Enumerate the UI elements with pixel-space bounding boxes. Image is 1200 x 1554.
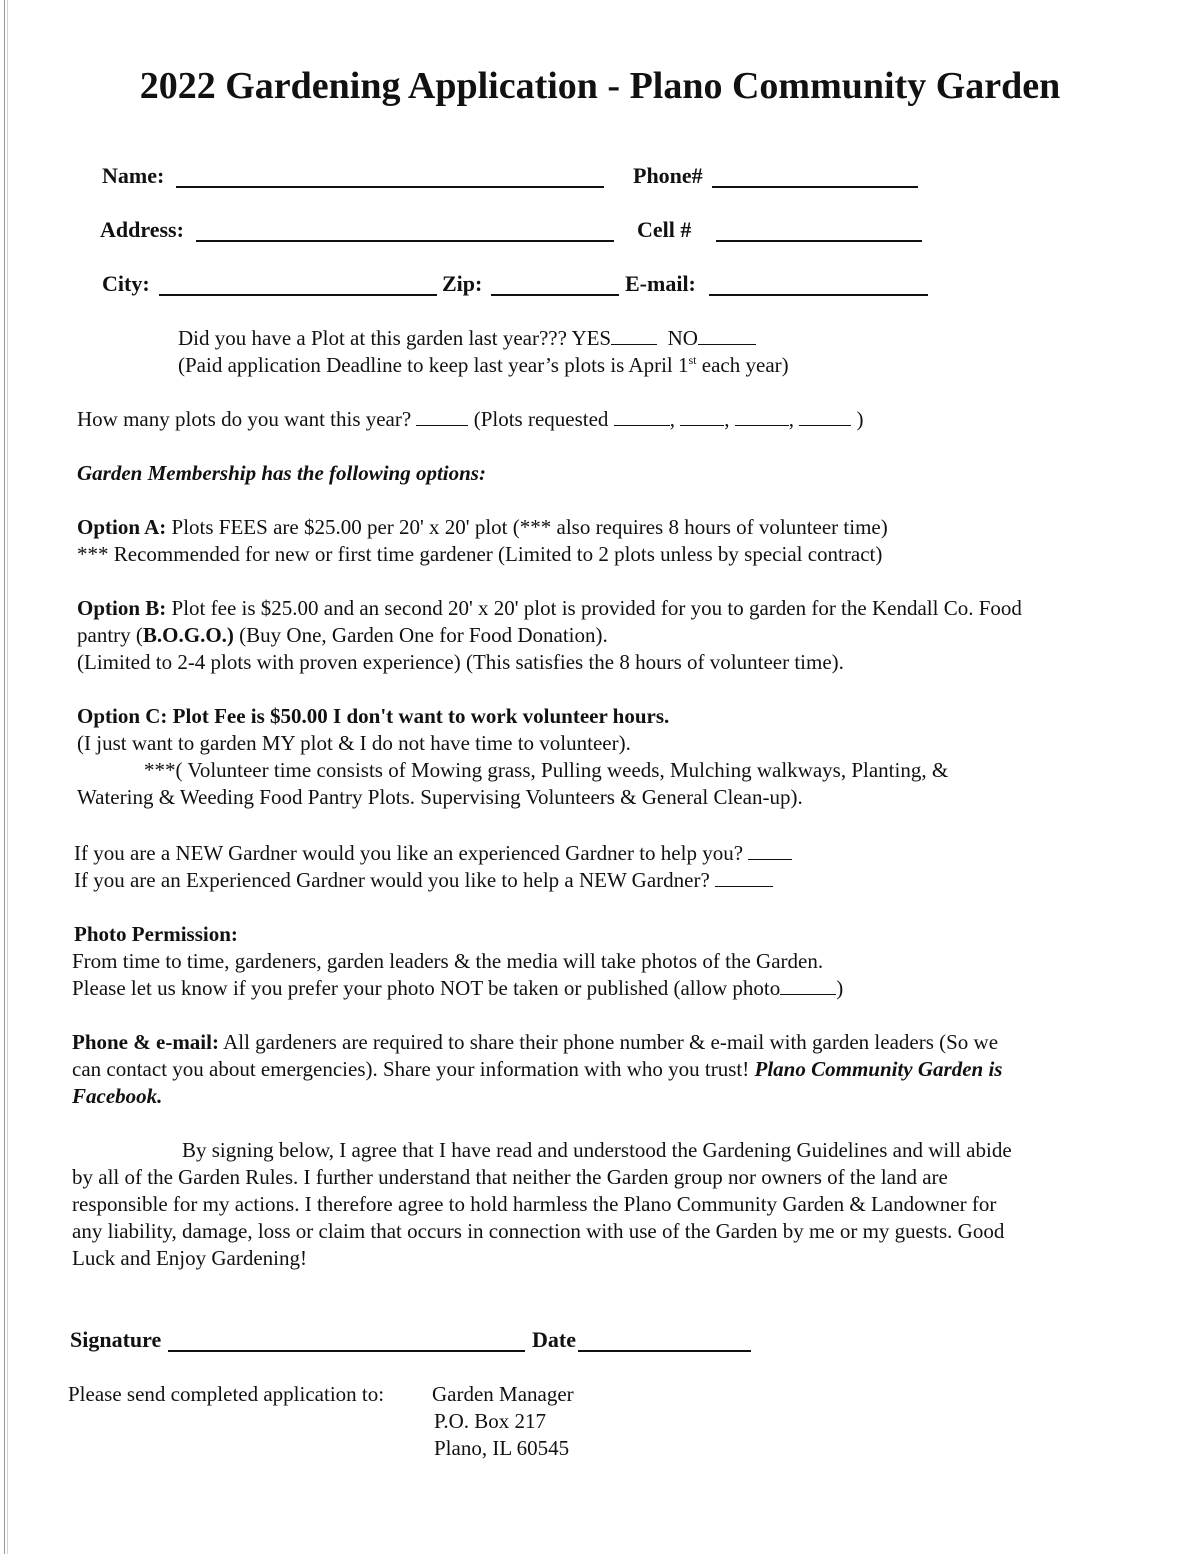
mailing-city: Plano, IL 60545 <box>434 1436 570 1460</box>
phone-email-text2: can contact you about emergencies). Share your information with who you trust! <box>72 1057 755 1081</box>
photo-line2 <box>72 975 843 1002</box>
membership-heading: Garden Membership has the following options: <box>77 461 486 485</box>
agreement-line3: responsible for my actions. I therefore agree to hold harmless the Plano Community Garden & Landowner for <box>72 1192 997 1216</box>
mailing-pobox: P.O. Box 217 <box>434 1409 547 1433</box>
plot-number-blank[interactable] <box>680 407 724 426</box>
zip-label: Zip: <box>442 271 483 296</box>
facebook-note-end: Facebook. <box>72 1084 163 1108</box>
option-a <box>77 514 888 541</box>
option-b-label: Option B: <box>77 596 167 620</box>
scan-edge-shadow <box>7 0 8 1554</box>
no-label: NO <box>667 326 698 350</box>
facebook-note: Plano Community Garden is <box>754 1057 1003 1081</box>
plots-count-blank[interactable] <box>416 407 468 426</box>
phone-field[interactable] <box>712 186 918 188</box>
photo-line2-text: Please let us know if you prefer your photo NOT be taken or published (allow photo <box>72 976 781 1000</box>
option-a-text: Plots FEES are $25.00 per 20' x 20' plot (*** also requires 8 hours of volunteer time) <box>166 515 888 539</box>
signature-label: Signature <box>70 1327 162 1352</box>
photo-close: ) <box>836 976 844 1000</box>
option-b-bogo-desc: (Buy One, Garden One for Food Donation). <box>233 623 608 647</box>
option-b-line3: (Limited to 2-4 plots with proven experience) (This satisfies the 8 hours of volunteer time). <box>77 650 844 674</box>
mentor-experienced-blank[interactable] <box>715 868 773 887</box>
city-field[interactable] <box>159 294 437 296</box>
option-a-note: *** Recommended for new or first time gardener (Limited to 2 plots unless by special contract) <box>77 542 883 566</box>
option-c-heading: Option C: Plot Fee is $50.00 I don't want to work volunteer hours. <box>77 704 670 728</box>
agreement-line4: any liability, damage, loss or claim that occurs in connection with use of the Garden by me or my guests. Good <box>72 1219 1005 1243</box>
photo-heading: Photo Permission: <box>74 922 238 946</box>
agreement-line5: Luck and Enjoy Gardening! <box>72 1246 308 1270</box>
plots-count-row: How many plots do you want this year? (Plots requested , , , ) <box>77 407 864 431</box>
phone-label: Phone# <box>633 163 703 188</box>
allow-photo-blank[interactable] <box>780 976 836 995</box>
bogo-label: B.O.G.O.) <box>142 623 234 647</box>
phone-email-text: All gardeners are required to share their phone number & e-mail with garden leaders (So we <box>218 1030 999 1054</box>
plot-number-blank[interactable] <box>799 407 851 426</box>
date-label: Date <box>532 1327 576 1352</box>
plots-requested-label: (Plots requested <box>473 407 609 431</box>
deadline-text-end: each year) <box>696 353 789 377</box>
yes-label: YES <box>571 326 612 350</box>
phone-email-line1 <box>72 1029 998 1056</box>
mentor-experienced-text: If you are an Experienced Gardner would you like to help a NEW Gardner? <box>74 868 710 892</box>
name-label: Name: <box>102 163 165 188</box>
yes-blank[interactable] <box>611 326 657 345</box>
option-b-pantry: pantry ( <box>77 623 143 647</box>
mentor-new-blank[interactable] <box>748 841 792 860</box>
option-c-line2: (I just want to garden MY plot & I do not have time to volunteer). <box>77 731 631 755</box>
option-a-label: Option A: <box>77 515 167 539</box>
option-b-text: Plot fee is $25.00 and an second 20' x 20' plot is provided for you to garden for the Kendall Co. Food <box>166 596 1022 620</box>
plots-requested-close: ) <box>856 407 864 431</box>
option-c-line3: ***( Volunteer time consists of Mowing grass, Pulling weeds, Mulching walkways, Planting, & <box>144 758 949 782</box>
agreement-line2: by all of the Garden Rules. I further understand that neither the Garden group nor owners of the land are <box>72 1165 948 1189</box>
option-c-line4: Watering & Weeding Food Pantry Plots. Supervising Volunteers & General Clean-up). <box>77 785 803 809</box>
email-label: E-mail: <box>625 271 696 296</box>
cell-label: Cell # <box>637 217 692 242</box>
phone-email-line2 <box>72 1056 1002 1083</box>
option-b <box>77 595 1022 622</box>
mentor-experienced-question <box>74 867 773 894</box>
scan-edge <box>4 0 5 1554</box>
zip-field[interactable] <box>491 294 619 296</box>
plot-number-blank[interactable] <box>735 407 789 426</box>
city-label: City: <box>102 271 150 296</box>
option-b-line2 <box>77 622 608 649</box>
deadline-note <box>178 352 789 379</box>
plot-number-blank[interactable] <box>614 407 670 426</box>
mailing-name: Garden Manager <box>432 1382 574 1406</box>
address-label: Address: <box>100 217 184 242</box>
photo-line1: From time to time, gardeners, garden leaders & the media will take photos of the Garden. <box>72 949 824 973</box>
mailing-intro: Please send completed application to: <box>68 1382 385 1406</box>
date-field[interactable] <box>578 1350 751 1352</box>
phone-email-label: Phone & e-mail: <box>72 1030 219 1054</box>
cell-field[interactable] <box>716 240 922 242</box>
plots-count-question: How many plots do you want this year? <box>77 407 412 431</box>
deadline-text: (Paid application Deadline to keep last year’s plots is April 1 <box>178 353 689 377</box>
address-field[interactable] <box>196 240 614 242</box>
plot-last-year-question <box>178 325 756 352</box>
signature-field[interactable] <box>168 1350 525 1352</box>
email-field[interactable] <box>709 294 928 296</box>
mentor-new-text: If you are a NEW Gardner would you like an experienced Gardner to help you? <box>74 841 744 865</box>
deadline-sup: st <box>688 353 697 367</box>
plot-question-text: Did you have a Plot at this garden last year??? <box>178 326 567 350</box>
page-title: 2022 Gardening Application - Plano Community Garden <box>139 65 1061 107</box>
no-blank[interactable] <box>698 326 756 345</box>
name-field[interactable] <box>176 186 604 188</box>
mentor-new-question <box>74 840 792 867</box>
agreement-line1: By signing below, I agree that I have read and understood the Gardening Guidelines and will abide <box>182 1138 1012 1162</box>
